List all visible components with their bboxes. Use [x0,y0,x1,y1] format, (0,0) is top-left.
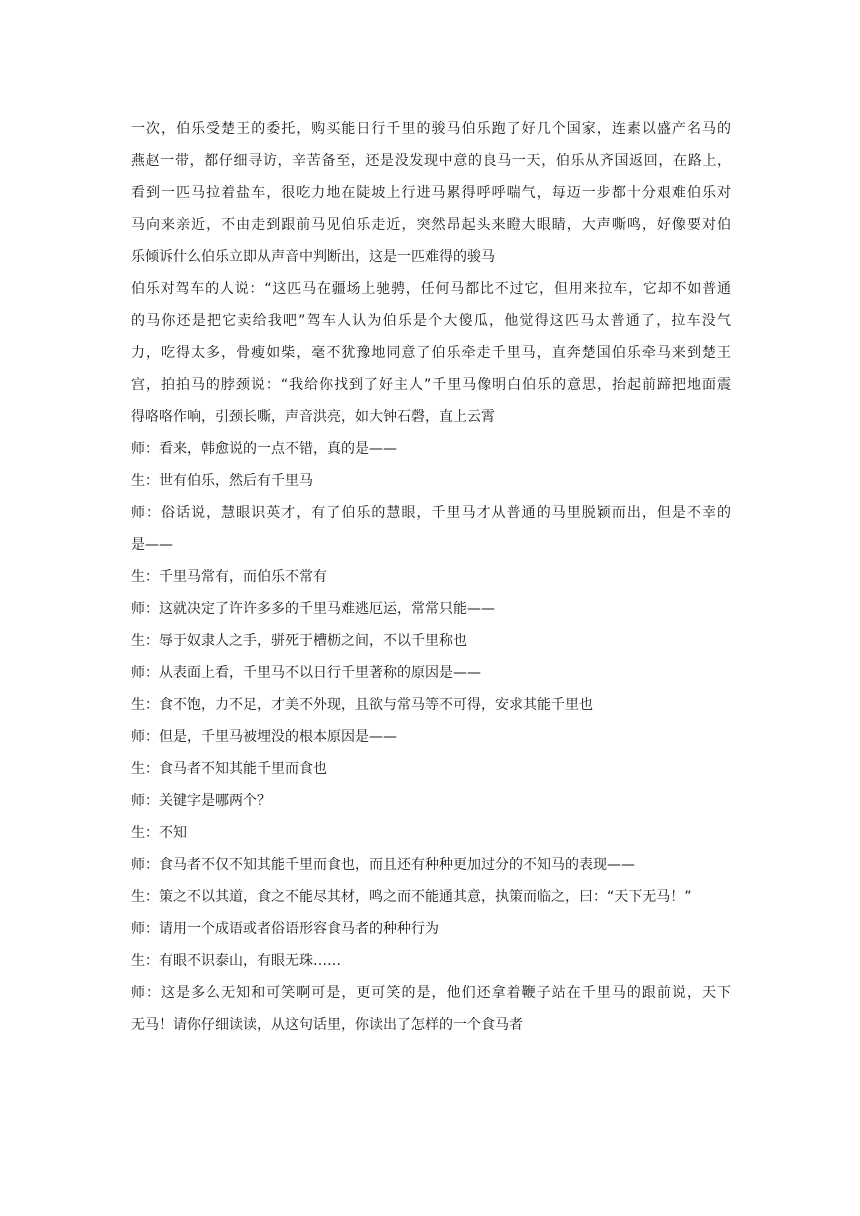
dialogue-line: 生：有眼不识泰山，有眼无珠…… [131,953,341,969]
dialogue-line: 师：这就决定了许许多多的千里马难逃厄运，常常只能—— [131,601,495,617]
text-line: 得咯咯作响，引颈长嘶，声音洪亮，如大钟石磬，直上云霄 [131,409,495,425]
dialogue-line: 师：看来，韩愈说的一点不错，真的是—— [131,441,397,457]
dialogue-line: 无马！请你仔细读读，从这句话里，你读出了怎样的一个食马者 [131,1017,523,1033]
text-line: 力，吃得太多，骨瘦如柴，毫不犹豫地同意了伯乐牵走千里马，直奔楚国伯乐牵马来到楚王 [131,345,731,361]
text-line: 宫，拍拍马的脖颈说：“我给你找到了好主人”千里马像明白伯乐的意思，抬起前蹄把地面震 [131,377,731,393]
dialogue-line: 生：世有伯乐，然后有千里马 [131,473,313,489]
dialogue-line: 师：关键字是哪两个？ [131,793,271,809]
text-line: 看到一匹马拉着盐车，很吃力地在陡坡上行进马累得呼呼喘气，每迈一步都十分艰难伯乐对 [131,185,731,201]
dialogue-line: 师：请用一个成语或者俗语形容食马者的种种行为 [131,921,439,937]
text-line: 燕赵一带，都仔细寻访，辛苦备至，还是没发现中意的良马一天，伯乐从齐国返回，在路上， [131,153,731,169]
dialogue-line: 生：食马者不知其能千里而食也 [131,761,327,777]
dialogue-line: 生：策之不以其道，食之不能尽其材，鸣之而不能通其意，执策而临之，曰：“天下无马！” [131,889,692,905]
dialogue-line: 师：食马者不仅不知其能千里而食也，而且还有种种更加过分的不知马的表现—— [131,857,635,873]
dialogue-line: 师：俗话说，慧眼识英才，有了伯乐的慧眼，千里马才从普通的马里脱颖而出，但是不幸的 [131,505,731,521]
dialogue-line: 生：不知 [131,825,187,841]
dialogue-line: 师：从表面上看，千里马不以日行千里著称的原因是—— [131,665,481,681]
text-line: 一次，伯乐受楚王的委托，购买能日行千里的骏马伯乐跑了好几个国家，连素以盛产名马的 [131,121,731,137]
text-line: 的马你还是把它卖给我吧”驾车人认为伯乐是个大傻瓜，他觉得这匹马太普通了，拉车没气 [131,313,731,329]
text-line: 伯乐对驾车的人说：“这匹马在疆场上驰骋，任何马都比不过它，但用来拉车，它却不如普通 [131,281,731,297]
dialogue-line: 师：但是，千里马被埋没的根本原因是—— [131,729,397,745]
dialogue-line: 生：千里马常有，而伯乐不常有 [131,569,327,585]
document-body [131,113,731,1041]
dialogue-line: 生：食不饱，力不足，才美不外现，且欲与常马等不可得，安求其能千里也 [131,697,593,713]
dialogue-line: 生：辱于奴隶人之手，骈死于槽枥之间，不以千里称也 [131,633,467,649]
dialogue-line: 是—— [131,537,173,553]
dialogue-line: 师：这是多么无知和可笑啊可是，更可笑的是，他们还拿着鞭子站在千里马的跟前说，天下 [131,985,731,1001]
text-line: 马向来亲近，不由走到跟前马见伯乐走近，突然昂起头来瞪大眼睛，大声嘶鸣，好像要对伯 [131,217,731,233]
text-line: 乐倾诉什么伯乐立即从声音中判断出，这是一匹难得的骏马 [131,249,495,265]
